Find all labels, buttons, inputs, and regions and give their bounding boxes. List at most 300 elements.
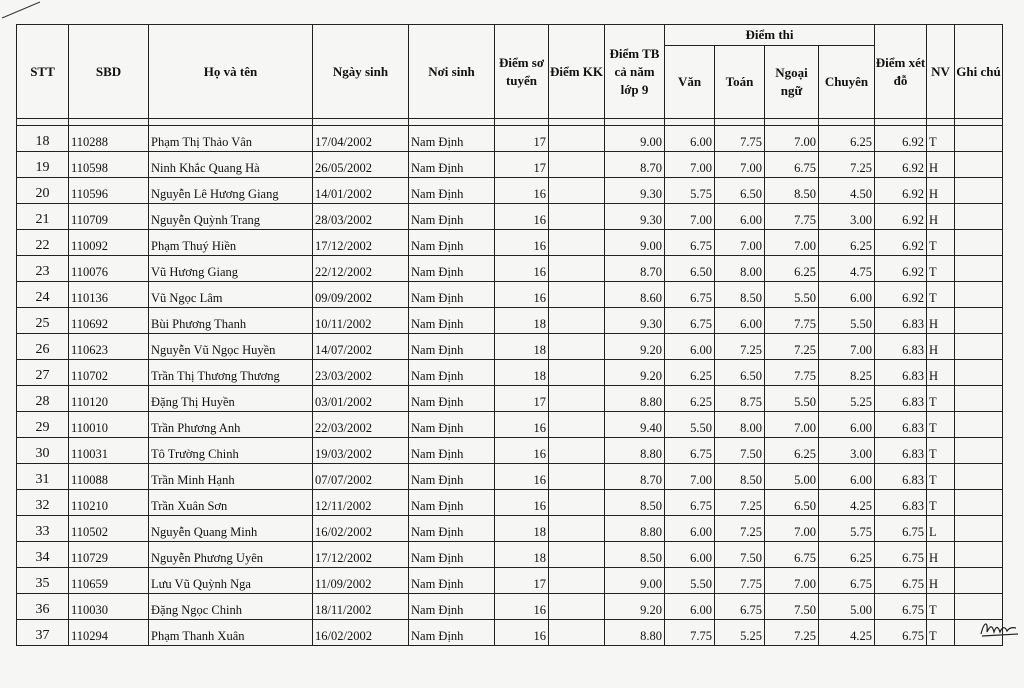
cell-place: Nam Định	[409, 542, 495, 568]
header-diem-kk: Điểm KK	[549, 25, 605, 119]
table-row	[17, 620, 1003, 646]
cell-ngoai-ngu: 5.50	[765, 282, 819, 308]
cell-ngoai-ngu: 7.00	[765, 568, 819, 594]
cell-place: Nam Định	[409, 334, 495, 360]
grade-table	[16, 24, 1003, 646]
cell-kk	[549, 542, 605, 568]
cell-sbd: 110076	[69, 256, 149, 282]
cell-ngoai-ngu: 6.25	[765, 256, 819, 282]
cell-van: 6.75	[665, 230, 715, 256]
cell-tb: 9.40	[605, 412, 665, 438]
cell-sbd: 110702	[69, 360, 149, 386]
cell-nv: H	[927, 204, 955, 230]
cell-ngoai-ngu: 7.00	[765, 126, 819, 152]
header-row-top	[17, 25, 1003, 46]
cell-so-tuyen: 16	[495, 490, 549, 516]
table-body	[17, 119, 1003, 646]
cell-dob: 09/09/2002	[313, 282, 409, 308]
cell-place: Nam Định	[409, 568, 495, 594]
cell-sbd: 110136	[69, 282, 149, 308]
cell-ghi-chu	[955, 178, 1003, 204]
cell-dob: 16/02/2002	[313, 516, 409, 542]
table-row	[17, 360, 1003, 386]
cell-van: 6.50	[665, 256, 715, 282]
cell-van: 6.75	[665, 308, 715, 334]
cell-dob: 14/07/2002	[313, 334, 409, 360]
cell-ngoai-ngu: 7.00	[765, 412, 819, 438]
header-ngoai-ngu: Ngoại ngữ	[765, 46, 819, 119]
cell-ghi-chu	[955, 360, 1003, 386]
cell-tb: 9.00	[605, 230, 665, 256]
gap-cell	[665, 119, 715, 126]
table-row	[17, 490, 1003, 516]
cell-name: Nguyễn Vũ Ngọc Huyền	[149, 334, 313, 360]
cell-name: Tô Trường Chinh	[149, 438, 313, 464]
cell-chuyen: 3.00	[819, 204, 875, 230]
cell-ghi-chu	[955, 204, 1003, 230]
cell-ghi-chu	[955, 516, 1003, 542]
gap-cell	[875, 119, 927, 126]
cell-stt: 25	[17, 308, 69, 334]
cell-toan: 8.00	[715, 412, 765, 438]
cell-sbd: 110623	[69, 334, 149, 360]
cell-dob: 26/05/2002	[313, 152, 409, 178]
cell-stt: 20	[17, 178, 69, 204]
cell-tb: 9.00	[605, 568, 665, 594]
cell-kk	[549, 516, 605, 542]
cell-sbd: 110120	[69, 386, 149, 412]
cell-chuyen: 6.00	[819, 412, 875, 438]
cell-kk	[549, 386, 605, 412]
cell-xet-do: 6.83	[875, 360, 927, 386]
cell-ghi-chu	[955, 490, 1003, 516]
cell-place: Nam Định	[409, 178, 495, 204]
cell-stt: 19	[17, 152, 69, 178]
cell-toan: 8.75	[715, 386, 765, 412]
cell-ghi-chu	[955, 282, 1003, 308]
cell-van: 6.00	[665, 334, 715, 360]
cell-chuyen: 4.25	[819, 490, 875, 516]
cell-sbd: 110659	[69, 568, 149, 594]
cell-chuyen: 4.75	[819, 256, 875, 282]
cell-van: 6.00	[665, 594, 715, 620]
cell-dob: 16/02/2002	[313, 620, 409, 646]
gap-cell	[765, 119, 819, 126]
cell-sbd: 110288	[69, 126, 149, 152]
table-row	[17, 412, 1003, 438]
cell-chuyen: 5.75	[819, 516, 875, 542]
cell-xet-do: 6.92	[875, 204, 927, 230]
header-diem-tb: Điểm TB cả năm lớp 9	[605, 25, 665, 119]
cell-van: 5.50	[665, 568, 715, 594]
table-row	[17, 438, 1003, 464]
cell-nv: T	[927, 126, 955, 152]
cell-name: Phạm Thị Thảo Vân	[149, 126, 313, 152]
cell-toan: 7.00	[715, 230, 765, 256]
cell-toan: 7.50	[715, 542, 765, 568]
cell-tb: 8.70	[605, 152, 665, 178]
cell-xet-do: 6.92	[875, 256, 927, 282]
cell-toan: 6.50	[715, 178, 765, 204]
cell-nv: T	[927, 594, 955, 620]
cell-sbd: 110598	[69, 152, 149, 178]
cell-ngoai-ngu: 7.00	[765, 516, 819, 542]
cell-ghi-chu	[955, 230, 1003, 256]
cell-kk	[549, 178, 605, 204]
cell-name: Trần Thị Thương Thương	[149, 360, 313, 386]
cell-stt: 23	[17, 256, 69, 282]
cell-xet-do: 6.92	[875, 126, 927, 152]
cell-name: Nguyễn Quang Minh	[149, 516, 313, 542]
cell-ghi-chu	[955, 126, 1003, 152]
signature	[978, 614, 1022, 640]
header-ngay-sinh: Ngày sinh	[313, 25, 409, 119]
cell-place: Nam Định	[409, 464, 495, 490]
cell-tb: 8.80	[605, 620, 665, 646]
cell-so-tuyen: 16	[495, 464, 549, 490]
cell-nv: H	[927, 360, 955, 386]
cell-ngoai-ngu: 8.50	[765, 178, 819, 204]
gap-cell	[149, 119, 313, 126]
cell-sbd: 110010	[69, 412, 149, 438]
table-row	[17, 152, 1003, 178]
cell-toan: 7.25	[715, 516, 765, 542]
cell-so-tuyen: 16	[495, 256, 549, 282]
gap-cell	[313, 119, 409, 126]
table-row	[17, 178, 1003, 204]
cell-ngoai-ngu: 7.00	[765, 230, 819, 256]
cell-name: Đặng Thị Huyền	[149, 386, 313, 412]
cell-ghi-chu	[955, 438, 1003, 464]
cell-place: Nam Định	[409, 230, 495, 256]
cell-tb: 9.20	[605, 594, 665, 620]
cell-nv: H	[927, 178, 955, 204]
cell-ngoai-ngu: 6.75	[765, 542, 819, 568]
cell-xet-do: 6.92	[875, 178, 927, 204]
cell-chuyen: 6.00	[819, 282, 875, 308]
cell-xet-do: 6.92	[875, 282, 927, 308]
cell-stt: 35	[17, 568, 69, 594]
cell-tb: 8.50	[605, 542, 665, 568]
cell-name: Lưu Vũ Quỳnh Nga	[149, 568, 313, 594]
header-toan: Toán	[715, 46, 765, 119]
gap-cell	[17, 119, 69, 126]
header-ghi-chu: Ghi chú	[955, 25, 1003, 119]
cell-toan: 7.00	[715, 152, 765, 178]
cell-place: Nam Định	[409, 204, 495, 230]
cell-van: 6.25	[665, 360, 715, 386]
header-stt: STT	[17, 25, 69, 119]
cell-kk	[549, 282, 605, 308]
cell-kk	[549, 412, 605, 438]
cell-name: Vũ Hương Giang	[149, 256, 313, 282]
header-diem-xet-do: Điểm xét đỗ	[875, 25, 927, 119]
cell-van: 6.00	[665, 126, 715, 152]
cell-tb: 9.30	[605, 178, 665, 204]
cell-kk	[549, 438, 605, 464]
cell-kk	[549, 620, 605, 646]
cell-van: 5.75	[665, 178, 715, 204]
cell-place: Nam Định	[409, 386, 495, 412]
cell-ghi-chu	[955, 568, 1003, 594]
cell-tb: 8.70	[605, 256, 665, 282]
header-diem-so-tuyen: Điểm sơ tuyển	[495, 25, 549, 119]
cell-nv: T	[927, 256, 955, 282]
gap-cell	[605, 119, 665, 126]
cell-toan: 7.75	[715, 126, 765, 152]
cell-ghi-chu	[955, 152, 1003, 178]
cell-ngoai-ngu: 6.25	[765, 438, 819, 464]
cell-so-tuyen: 16	[495, 178, 549, 204]
cell-dob: 17/04/2002	[313, 126, 409, 152]
cell-kk	[549, 568, 605, 594]
cell-stt: 27	[17, 360, 69, 386]
cell-so-tuyen: 17	[495, 126, 549, 152]
cell-kk	[549, 204, 605, 230]
cell-xet-do: 6.75	[875, 516, 927, 542]
cell-place: Nam Định	[409, 490, 495, 516]
cell-kk	[549, 360, 605, 386]
cell-nv: H	[927, 308, 955, 334]
cell-sbd: 110088	[69, 464, 149, 490]
cell-tb: 9.30	[605, 308, 665, 334]
cell-tb: 9.20	[605, 334, 665, 360]
cell-place: Nam Định	[409, 308, 495, 334]
cell-chuyen: 6.25	[819, 126, 875, 152]
cell-dob: 07/07/2002	[313, 464, 409, 490]
cell-so-tuyen: 18	[495, 308, 549, 334]
cell-xet-do: 6.83	[875, 334, 927, 360]
cell-name: Nguyễn Lê Hương Giang	[149, 178, 313, 204]
table-row	[17, 568, 1003, 594]
cell-ghi-chu	[955, 256, 1003, 282]
cell-chuyen: 6.25	[819, 542, 875, 568]
cell-van: 7.00	[665, 152, 715, 178]
cell-stt: 22	[17, 230, 69, 256]
cell-toan: 5.25	[715, 620, 765, 646]
cell-so-tuyen: 16	[495, 620, 549, 646]
cell-ngoai-ngu: 7.75	[765, 204, 819, 230]
table-row	[17, 542, 1003, 568]
cell-ghi-chu	[955, 386, 1003, 412]
corner-scratch-mark	[0, 0, 60, 20]
header-noi-sinh: Nơi sinh	[409, 25, 495, 119]
cell-nv: T	[927, 490, 955, 516]
cell-van: 6.25	[665, 386, 715, 412]
table-row	[17, 204, 1003, 230]
cell-chuyen: 7.00	[819, 334, 875, 360]
gap-cell	[549, 119, 605, 126]
cell-ghi-chu	[955, 412, 1003, 438]
cell-kk	[549, 464, 605, 490]
cell-sbd: 110092	[69, 230, 149, 256]
cell-name: Nguyễn Phương Uyên	[149, 542, 313, 568]
cell-toan: 6.50	[715, 360, 765, 386]
cell-sbd: 110596	[69, 178, 149, 204]
cell-nv: T	[927, 620, 955, 646]
cell-dob: 10/11/2002	[313, 308, 409, 334]
cell-dob: 28/03/2002	[313, 204, 409, 230]
table-row	[17, 126, 1003, 152]
cell-sbd: 110294	[69, 620, 149, 646]
cell-place: Nam Định	[409, 438, 495, 464]
cell-so-tuyen: 17	[495, 152, 549, 178]
cell-toan: 6.75	[715, 594, 765, 620]
table-row	[17, 308, 1003, 334]
cell-kk	[549, 490, 605, 516]
cell-name: Trần Minh Hạnh	[149, 464, 313, 490]
cell-toan: 8.50	[715, 282, 765, 308]
cell-van: 7.00	[665, 464, 715, 490]
cell-xet-do: 6.83	[875, 438, 927, 464]
cell-toan: 6.00	[715, 204, 765, 230]
table-row	[17, 464, 1003, 490]
cell-xet-do: 6.75	[875, 568, 927, 594]
cell-name: Bùi Phương Thanh	[149, 308, 313, 334]
cell-dob: 17/12/2002	[313, 230, 409, 256]
table-row	[17, 516, 1003, 542]
cell-xet-do: 6.75	[875, 542, 927, 568]
cell-tb: 9.30	[605, 204, 665, 230]
cell-xet-do: 6.75	[875, 594, 927, 620]
cell-stt: 21	[17, 204, 69, 230]
cell-tb: 8.80	[605, 516, 665, 542]
cell-chuyen: 5.00	[819, 594, 875, 620]
cell-name: Trần Phương Anh	[149, 412, 313, 438]
cell-sbd: 110709	[69, 204, 149, 230]
cell-nv: T	[927, 438, 955, 464]
cell-dob: 23/03/2002	[313, 360, 409, 386]
cell-dob: 17/12/2002	[313, 542, 409, 568]
table-row	[17, 386, 1003, 412]
cell-so-tuyen: 17	[495, 568, 549, 594]
cell-sbd: 110502	[69, 516, 149, 542]
gap-cell	[715, 119, 765, 126]
cell-nv: T	[927, 386, 955, 412]
table-row	[17, 230, 1003, 256]
cell-so-tuyen: 16	[495, 204, 549, 230]
cell-place: Nam Định	[409, 282, 495, 308]
cell-so-tuyen: 16	[495, 594, 549, 620]
cell-kk	[549, 334, 605, 360]
cell-chuyen: 7.25	[819, 152, 875, 178]
cell-nv: T	[927, 230, 955, 256]
cell-toan: 7.25	[715, 490, 765, 516]
cell-nv: T	[927, 412, 955, 438]
cell-nv: L	[927, 516, 955, 542]
cell-chuyen: 4.25	[819, 620, 875, 646]
cell-so-tuyen: 16	[495, 282, 549, 308]
cell-ngoai-ngu: 6.50	[765, 490, 819, 516]
cell-van: 6.75	[665, 490, 715, 516]
cell-van: 6.75	[665, 282, 715, 308]
cell-toan: 8.00	[715, 256, 765, 282]
cell-dob: 12/11/2002	[313, 490, 409, 516]
cell-name: Ninh Khắc Quang Hà	[149, 152, 313, 178]
cell-kk	[549, 230, 605, 256]
cell-tb: 8.70	[605, 464, 665, 490]
cell-name: Trần Xuân Sơn	[149, 490, 313, 516]
cell-ghi-chu	[955, 542, 1003, 568]
cell-chuyen: 3.00	[819, 438, 875, 464]
cell-sbd: 110030	[69, 594, 149, 620]
cell-kk	[549, 594, 605, 620]
cell-toan: 7.50	[715, 438, 765, 464]
cell-name: Phạm Thuý Hiền	[149, 230, 313, 256]
table-row	[17, 256, 1003, 282]
cell-stt: 36	[17, 594, 69, 620]
cell-name: Đặng Ngọc Chinh	[149, 594, 313, 620]
cell-tb: 8.50	[605, 490, 665, 516]
cell-ghi-chu	[955, 334, 1003, 360]
cell-kk	[549, 256, 605, 282]
cell-name: Phạm Thanh Xuân	[149, 620, 313, 646]
cell-so-tuyen: 18	[495, 542, 549, 568]
cell-so-tuyen: 18	[495, 516, 549, 542]
cell-ngoai-ngu: 7.50	[765, 594, 819, 620]
header-ho-ten: Họ và tên	[149, 25, 313, 119]
cell-place: Nam Định	[409, 620, 495, 646]
cell-ngoai-ngu: 7.25	[765, 620, 819, 646]
cell-place: Nam Định	[409, 516, 495, 542]
cell-xet-do: 6.83	[875, 412, 927, 438]
cell-ngoai-ngu: 5.50	[765, 386, 819, 412]
header-chuyen: Chuyên	[819, 46, 875, 119]
cell-stt: 29	[17, 412, 69, 438]
gap-cell	[955, 119, 1003, 126]
cell-sbd: 110729	[69, 542, 149, 568]
header-sbd: SBD	[69, 25, 149, 119]
cell-kk	[549, 152, 605, 178]
cell-xet-do: 6.83	[875, 308, 927, 334]
cell-kk	[549, 308, 605, 334]
cell-name: Vũ Ngọc Lâm	[149, 282, 313, 308]
cell-place: Nam Định	[409, 412, 495, 438]
cell-stt: 33	[17, 516, 69, 542]
cell-sbd: 110692	[69, 308, 149, 334]
cell-so-tuyen: 16	[495, 412, 549, 438]
cell-nv: H	[927, 568, 955, 594]
cell-van: 6.00	[665, 516, 715, 542]
cell-so-tuyen: 18	[495, 360, 549, 386]
cell-nv: T	[927, 464, 955, 490]
cell-place: Nam Định	[409, 152, 495, 178]
cell-xet-do: 6.83	[875, 386, 927, 412]
cell-chuyen: 8.25	[819, 360, 875, 386]
cell-van: 6.75	[665, 438, 715, 464]
cell-ngoai-ngu: 5.00	[765, 464, 819, 490]
cell-toan: 6.00	[715, 308, 765, 334]
cell-van: 7.75	[665, 620, 715, 646]
cell-chuyen: 5.50	[819, 308, 875, 334]
cell-stt: 26	[17, 334, 69, 360]
table-row	[17, 334, 1003, 360]
cell-chuyen: 4.50	[819, 178, 875, 204]
cell-name: Nguyễn Quỳnh Trang	[149, 204, 313, 230]
gap-cell	[819, 119, 875, 126]
cell-sbd: 110210	[69, 490, 149, 516]
gap-cell	[495, 119, 549, 126]
cell-tb: 8.80	[605, 438, 665, 464]
cell-nv: H	[927, 152, 955, 178]
gap-cell	[927, 119, 955, 126]
cell-xet-do: 6.92	[875, 230, 927, 256]
header-van: Văn	[665, 46, 715, 119]
cell-tb: 9.20	[605, 360, 665, 386]
cell-nv: H	[927, 542, 955, 568]
cell-tb: 8.80	[605, 386, 665, 412]
cell-chuyen: 6.25	[819, 230, 875, 256]
